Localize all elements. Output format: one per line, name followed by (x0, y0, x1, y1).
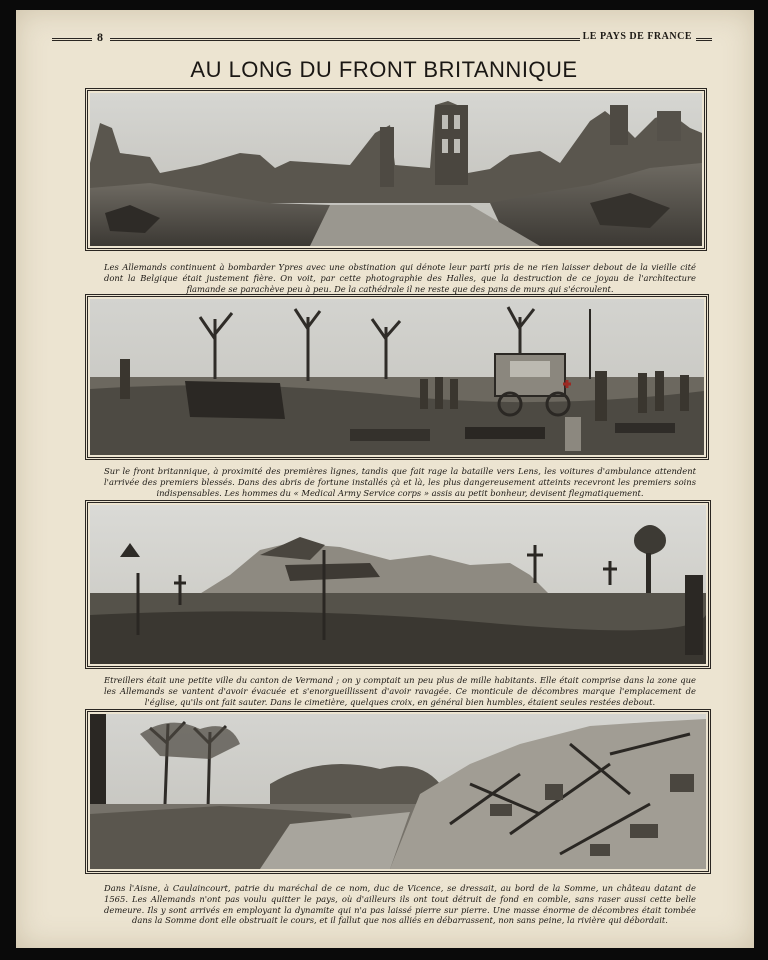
publication-name: LE PAYS DE FRANCE (582, 31, 692, 42)
page-number: 8 (97, 30, 103, 44)
ypres-halles-ruins-photo (85, 88, 707, 251)
caulaincourt-caption: Dans l'Aisne, à Caulaincourt, patrie du maréchal de ce nom, duc de Vicence, se dressait, au bord de la Somme, un château datant de 1565. Les Allemands n'ont pas voulu quitter le pays, où d'ailleurs ils ont tout détruit de fond en comble, sans raser aussi cette belle demeure. Ils y sont arrivés en employant la dynamite qui n'a pas laissé pierre sur pierre. Une masse énorme de décombres était tombée dans la Somme dont elle obstruait le cours, et il fallut que nos alliés en débarrassent, non sans peine, la rivière qui débordait. (104, 883, 696, 926)
header-rule-middle (110, 38, 580, 41)
page-title: AU LONG DU FRONT BRITANNIQUE (190, 57, 578, 82)
ambulance-caption: Sur le front britannique, à proximité des premières lignes, tandis que fait rage la bataille vers Lens, les voitures d'ambulance attendent l'arrivée des premiers blessés. Dans des abris de fortune installés çà et là, les plus dangereusement atteints recevront les premiers soins indispensables. Les hommes du « Medical Army Service corps » assis au petit bonheur, devisent flegmatiquement. (104, 466, 696, 498)
ypres-caption: Les Allemands continuent à bombarder Ypres avec une obstination qui dénote leur parti pris de ne rien laisser debout de la vieille cité dont la Belgique était justement fière. On voit, par cette photographie des Halles, que la destruction de ce joyau de l'architecture flamande se parachève peu à peu. De la cathédrale il ne reste que des pans de murs qui s'écroulent. (104, 262, 696, 294)
page-header (52, 31, 712, 45)
header-rule-right (696, 38, 712, 41)
caulaincourt-chateau-ruins-photo (85, 709, 711, 874)
etreillers-caption: Etreillers était une petite ville du canton de Vermand ; on y comptait un peu plus de mille habitants. Elle était comprise dans la zone que les Allemands se vantent d'avoir évacuée et s'enorgueillissent d'avoir ravagée. Ce monticule de décombres marque l'emplacement de l'église, qu'ils ont fait sauter. Dans le cimetière, quelques croix, en général bien humbles, étaient seules restées debout. (104, 675, 696, 707)
header-rule-left (52, 38, 92, 41)
ambulance-lens-photo (85, 294, 709, 460)
etreillers-ruins-photo (85, 500, 711, 669)
